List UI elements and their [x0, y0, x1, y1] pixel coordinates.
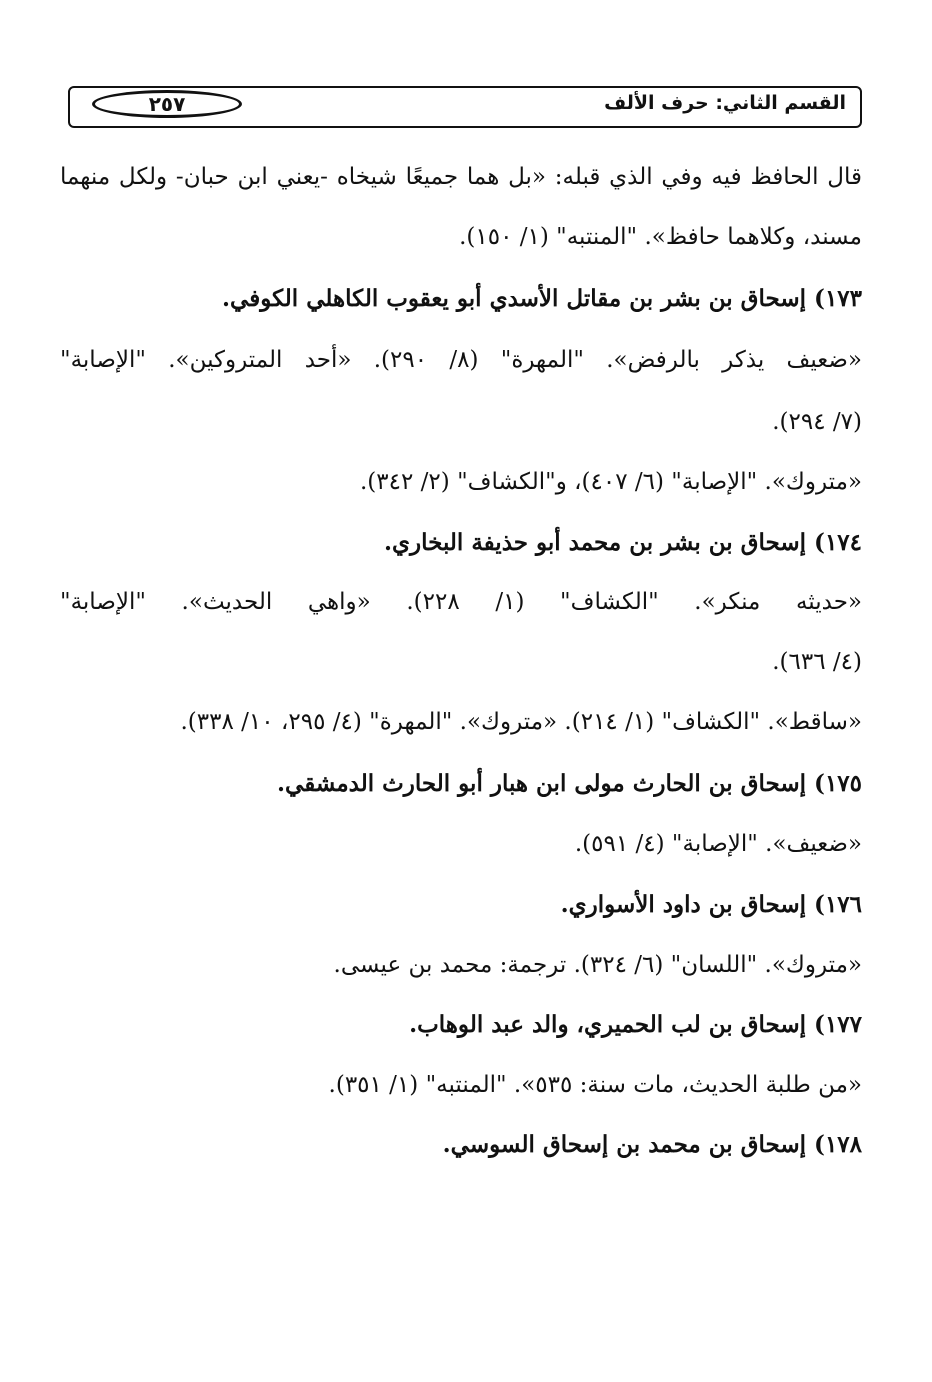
text-line: «حديثه منكر». "الكشاف" (١/ ٢٢٨). «واهي الحديث». "الإصابة" [60, 589, 862, 615]
text-line: «من طلبة الحديث، مات سنة: ٥٣٥». "المنتبه" (١/ ٣٥١). [328, 1072, 862, 1098]
text-line: «متروك». "الإصابة" (٦/ ٤٠٧)، و"الكشاف" (٢/ ٣٤٢). [360, 469, 862, 495]
page-number: ٢٥٧ [92, 90, 242, 118]
running-header [68, 86, 860, 126]
text-line: «ساقط». "الكشاف" (١/ ٢١٤). «متروك». "المهرة" (٤/ ٢٩٥، ١٠/ ٣٣٨). [180, 709, 862, 735]
section-title: القسم الثاني: حرف الألف [604, 92, 846, 114]
entry-heading: ١٧٥) إسحاق بن الحارث مولى ابن هبار أبو الحارث الدمشقي. [277, 770, 862, 797]
entry-heading: ١٧٧) إسحاق بن لب الحميري، والد عبد الوهاب. [409, 1011, 862, 1038]
text-line: قال الحافظ فيه وفي الذي قبله: «بل هما جميعًا شيخاه -يعني ابن حبان- ولكل منهما [60, 164, 862, 190]
text-line: «ضعيف يذكر بالرفض». "المهرة" (٨/ ٢٩٠). «أحد المتروكين». "الإصابة" [60, 347, 862, 373]
text-line: (٤/ ٦٣٦). [772, 649, 862, 675]
entry-heading: ١٧٤) إسحاق بن بشر بن محمد أبو حذيفة البخاري. [384, 529, 862, 556]
text-line: مسند، وكلاهما حافظ». "المنتبه" (١/ ١٥٠). [459, 224, 862, 250]
text-line: «ضعيف». "الإصابة" (٤/ ٥٩١). [574, 831, 862, 857]
entry-heading: ١٧٣) إسحاق بن بشر بن مقاتل الأسدي أبو يعقوب الكاهلي الكوفي. [222, 285, 862, 312]
text-line: «متروك». "اللسان" (٦/ ٣٢٤). ترجمة: محمد بن عيسى. [333, 952, 862, 978]
text-line: (٧/ ٢٩٤). [772, 409, 862, 435]
entry-heading: ١٧٨) إسحاق بن محمد بن إسحاق السوسي. [442, 1131, 862, 1158]
entry-heading: ١٧٦) إسحاق بن داود الأسواري. [560, 891, 862, 918]
